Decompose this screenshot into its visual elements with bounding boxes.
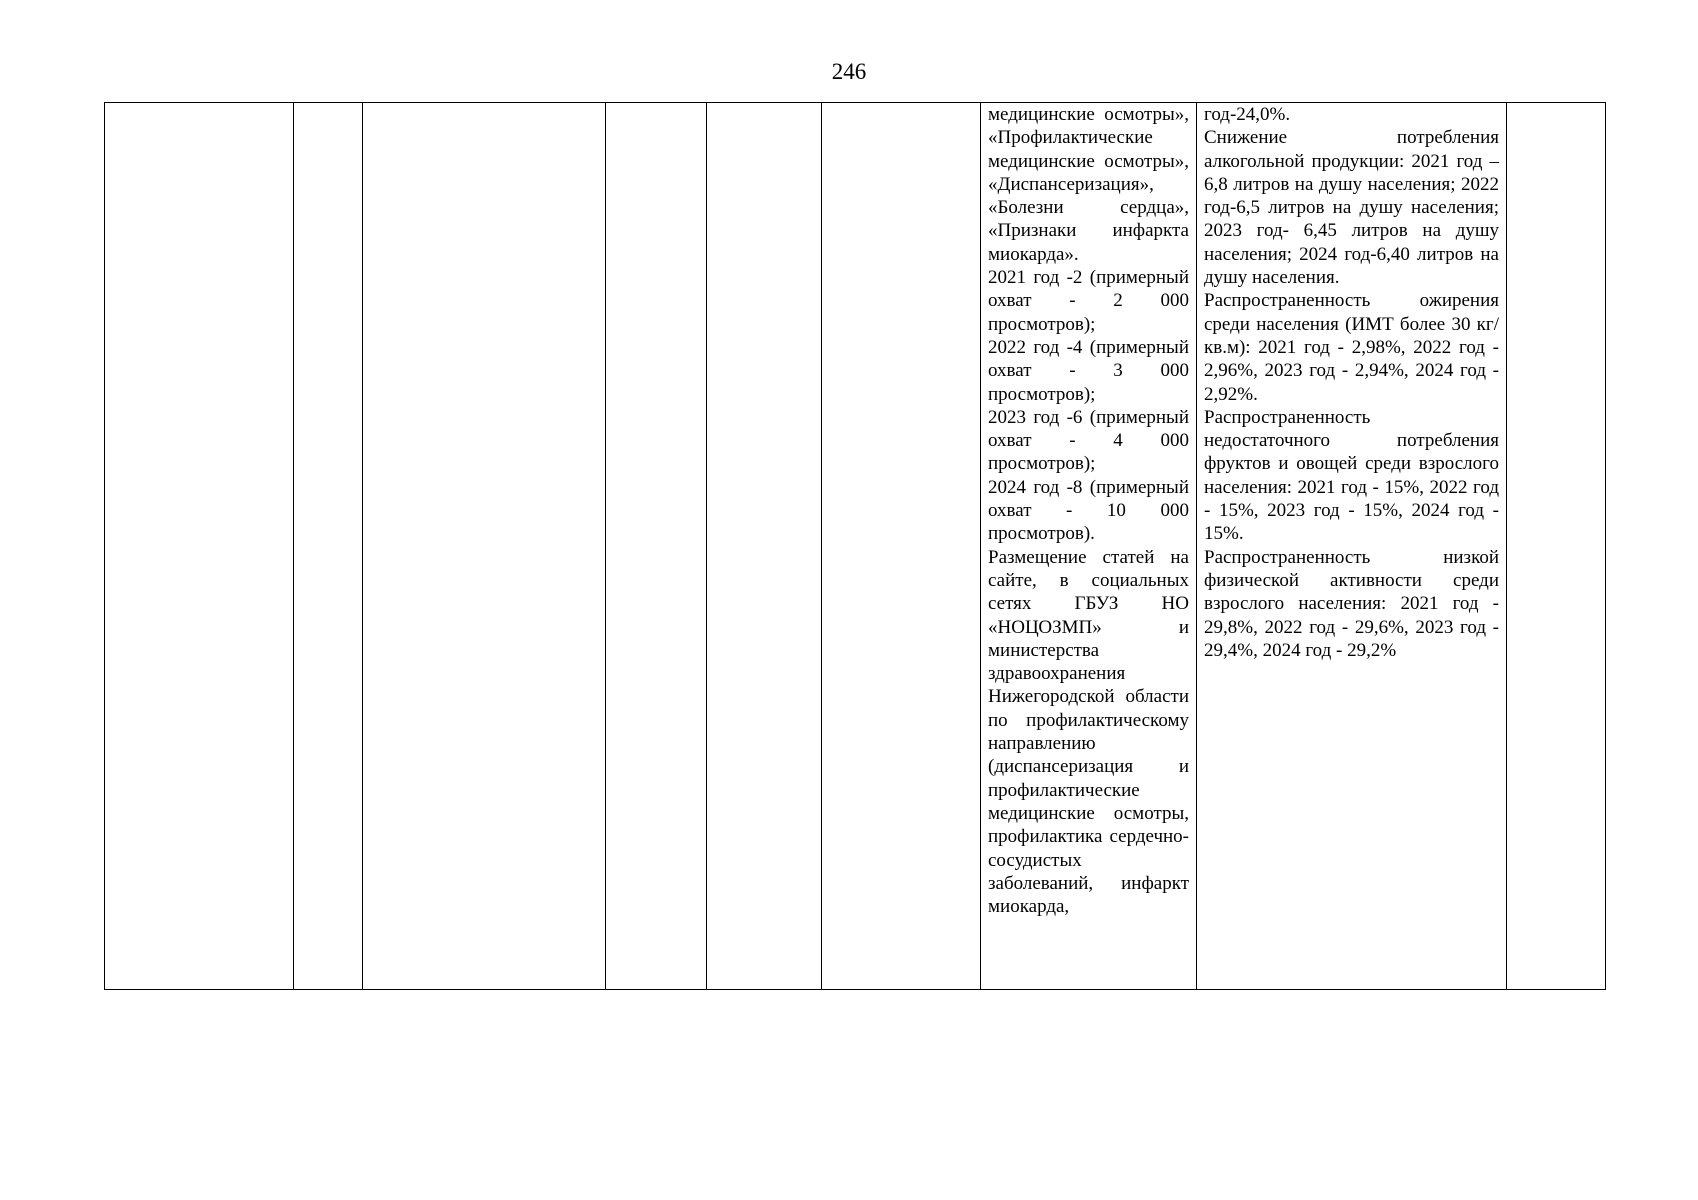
indicator-paragraph: Распространенность низкой физической активности среди взрослого населения: 2021 год - 29,8%, 2022 год - 29,6%, 2023 год - 29,4%, 2024 год - 29,2% <box>1204 546 1499 661</box>
table-cell-col2 <box>294 103 363 990</box>
activity-paragraph: Размещение статей на сайте, в социальных сетях ГБУЗ НО «НОЦОЗМП» и министерства здравоохранения Нижегородской области по профилактическому направлению (диспансеризация и профилактические медицинские осмотры, профилактика сердечно-сосудистых заболеваний, инфаркт миокарда, <box>988 546 1189 918</box>
table-cell-indicators <box>1197 103 1507 990</box>
table-cell-col5 <box>707 103 822 990</box>
program-table <box>104 102 1606 990</box>
table-cell-col9 <box>1507 103 1606 990</box>
table-cell-col6 <box>822 103 981 990</box>
table-row <box>105 103 1606 990</box>
activity-paragraph: 2023 год -6 (примерный охват - 4 000 просмотров); <box>988 406 1189 475</box>
table-cell-col1 <box>105 103 294 990</box>
page-number: 246 <box>831 59 867 84</box>
indicator-paragraph: год-24,0%. <box>1204 104 1291 125</box>
activity-paragraph: 2021 год -2 (примерный охват - 2 000 просмотров); <box>988 267 1189 335</box>
table-cell-col3 <box>363 103 606 990</box>
indicator-paragraph: Распространенность ожирения среди населения (ИМТ более 30 кг/кв.м): 2021 год - 2,98%, 2022 год - 2,96%, 2023 год - 2,94%, 2024 год - 2,92%. <box>1204 290 1499 405</box>
activity-paragraph: медицинские осмотры», «Профилактические медицинские осмотры», «Диспансеризация», «Болезни сердца», «Признаки инфаркта миокарда». <box>988 104 1189 265</box>
indicator-paragraph: Снижение потребления алкогольной продукции: 2021 год – 6,8 литров на душу населения; 2022 год-6,5 литров на душу населения; 2023 год- 6,45 литров на душу населения; 2024 год-6,40 литров на душу населения. <box>1204 127 1499 289</box>
activity-paragraph: 2024 год -8 (примерный охват - 10 000 просмотров). <box>988 476 1189 545</box>
table-cell-col4 <box>606 103 707 990</box>
table-cell-activities <box>981 103 1197 990</box>
indicator-paragraph: Распространенность недостаточного потребления фруктов и овощей среди взрослого населения: 2021 год - 15%, 2022 год - 15%, 2023 год - 15%, 2024 год - 15%. <box>1204 406 1499 545</box>
activity-paragraph: 2022 год -4 (примерный охват - 3 000 просмотров); <box>988 336 1189 405</box>
